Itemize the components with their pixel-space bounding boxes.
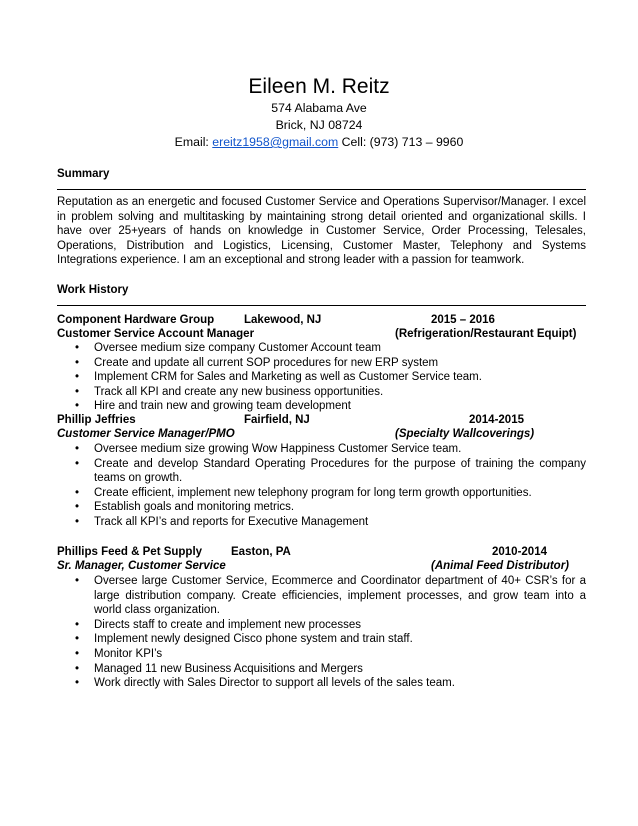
job-industry-note: (Animal Feed Distributor) bbox=[431, 560, 570, 572]
job-bullets bbox=[57, 341, 586, 414]
job-industry-note: (Specialty Wallcoverings) bbox=[395, 428, 535, 440]
bullet-icon: • bbox=[75, 662, 80, 675]
job-title: Sr. Manager, Customer Service bbox=[57, 560, 226, 572]
work-history-heading: Work History bbox=[57, 284, 129, 296]
list-item: • Oversee large Customer Service, Ecommerce and Coordinator department of 40+ CSR’s for a large distribution company. Create efficiencies, implement processes, and grow team into a world class organization. bbox=[75, 575, 586, 617]
list-item: • Create and update all current SOP procedures for new ERP system bbox=[75, 356, 439, 369]
candidate-name: Eileen M. Reitz bbox=[248, 75, 390, 98]
list-item: • Create and develop Standard Operating Procedures for the purpose of training the company teams on growth. bbox=[75, 457, 586, 485]
list-item: • Directs staff to create and implement new processes bbox=[75, 618, 361, 631]
company-name: Phillips Feed & Pet Supply bbox=[57, 546, 203, 558]
bullet-icon: • bbox=[75, 501, 80, 514]
bullet-icon: • bbox=[75, 486, 80, 499]
list-item: • Managed 11 new Business Acquisitions and Mergers bbox=[75, 662, 363, 675]
bullet-icon: • bbox=[75, 371, 80, 384]
summary-heading: Summary bbox=[57, 168, 110, 180]
summary-text: Reputation as an energetic and focused Customer Service and Operations Supervisor/Manager. I excel in problem solving and multitasking by maintaining strong detail oriented and organizational skills. I have over 25+years of hands on knowledge in Customer Service, Order Processing, Telesales, Operations, Distribution and Logistics, Licensing, Customer Master, Telephony and Systems Integrations experience. I am an exceptional and strong leader with a passion for teamwork. bbox=[57, 196, 586, 267]
bullet-icon: • bbox=[75, 575, 80, 587]
address-line-1: 574 Alabama Ave bbox=[271, 101, 367, 115]
list-item: • Implement CRM for Sales and Marketing as well as Customer Service team. bbox=[75, 371, 482, 384]
list-item: • Hire and train new and growing team development bbox=[75, 400, 351, 413]
bullet-icon: • bbox=[75, 515, 80, 528]
job-industry-note: (Refrigeration/Restaurant Equipt) bbox=[395, 328, 577, 340]
list-item: • Oversee medium size growing Wow Happiness Customer Service team. bbox=[75, 443, 462, 455]
job-title: Customer Service Account Manager bbox=[57, 328, 255, 340]
job-location: Easton, PA bbox=[231, 546, 291, 558]
job-bullets bbox=[57, 442, 586, 530]
list-item: • Track all KPI’s and reports for Executive Management bbox=[75, 515, 369, 528]
work-history-divider bbox=[57, 305, 586, 306]
company-name: Phillip Jeffries bbox=[57, 414, 136, 426]
list-item: • Establish goals and monitoring metrics. bbox=[75, 501, 295, 514]
job-dates: 2010-2014 bbox=[492, 546, 547, 558]
bullet-icon: • bbox=[75, 647, 80, 660]
job-title: Customer Service Manager/PMO bbox=[57, 428, 235, 440]
bullet-icon: • bbox=[75, 385, 80, 398]
company-name: Component Hardware Group bbox=[57, 314, 215, 326]
address-line-2: Brick, NJ 08724 bbox=[275, 118, 363, 132]
job-location: Lakewood, NJ bbox=[244, 314, 322, 326]
bullet-icon: • bbox=[75, 400, 80, 413]
list-item: • Track all KPI and create any new business opportunities. bbox=[75, 385, 384, 398]
list-item: • Oversee medium size company Customer Account team bbox=[75, 342, 381, 354]
job-location: Fairfield, NJ bbox=[244, 414, 310, 426]
email-link[interactable]: ereitz1958@gmail.com bbox=[212, 135, 339, 149]
bullet-icon: • bbox=[75, 457, 80, 470]
bullet-icon: • bbox=[75, 443, 80, 455]
job-dates: 2014-2015 bbox=[469, 414, 524, 426]
email-label: Email: bbox=[174, 135, 209, 149]
bullet-icon: • bbox=[75, 677, 80, 690]
cell-phone: Cell: (973) 713 – 9960 bbox=[341, 135, 464, 149]
list-item: • Create efficient, implement new telephony program for long term growth opportunities. bbox=[75, 486, 532, 499]
bullet-icon: • bbox=[75, 618, 80, 631]
summary-divider bbox=[57, 189, 586, 190]
list-item: • Implement newly designed Cisco phone system and train staff. bbox=[75, 633, 413, 646]
list-item: • Monitor KPI’s bbox=[75, 647, 163, 660]
job-dates: 2015 – 2016 bbox=[431, 314, 495, 326]
bullet-icon: • bbox=[75, 633, 80, 646]
bullet-icon: • bbox=[75, 342, 80, 354]
bullet-icon: • bbox=[75, 356, 80, 369]
list-item: • Work directly with Sales Director to support all levels of the sales team. bbox=[75, 677, 455, 690]
contact-line bbox=[0, 134, 638, 150]
job-bullets bbox=[57, 574, 586, 691]
